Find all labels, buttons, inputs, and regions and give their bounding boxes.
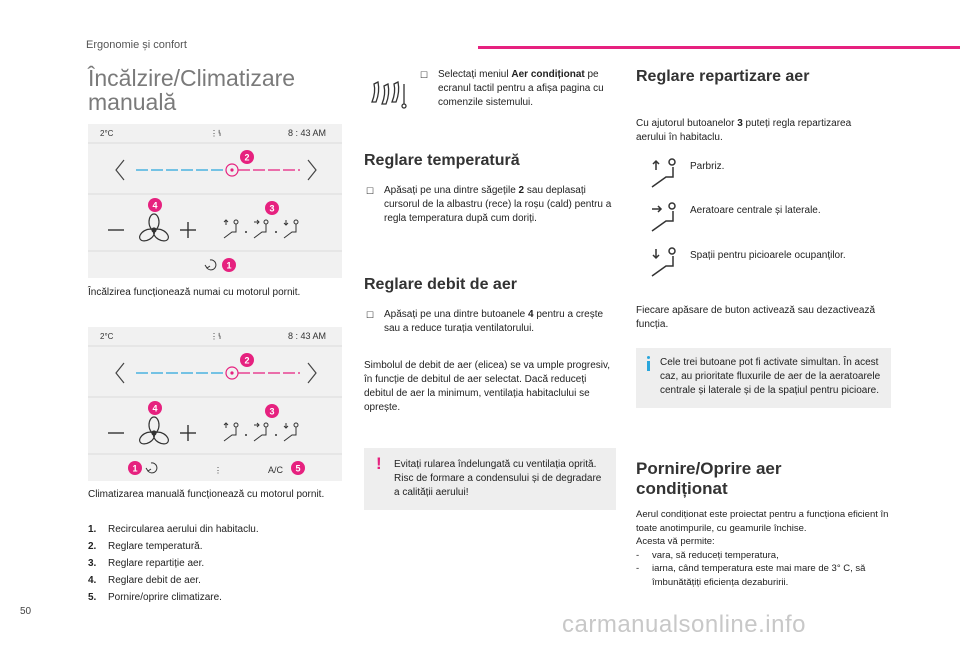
badge-5 xyxy=(291,461,305,475)
ac-caption: Climatizarea manuală funcționează cu motorul pornit. xyxy=(88,489,325,500)
distribution-press-text: Fiecare apăsare de buton activează sau dezactivează funcția. xyxy=(636,305,876,330)
warning-box xyxy=(364,448,616,510)
central-vents-icon xyxy=(648,201,680,235)
badge-4 xyxy=(148,198,162,212)
svg-text:2: 2 xyxy=(244,152,250,163)
clock: 8 : 43 AM xyxy=(288,128,327,138)
ac-description xyxy=(636,508,892,589)
distribution-section-title: Reglare repartizare aer xyxy=(636,68,810,85)
footwell-icon xyxy=(648,246,680,280)
bottom-dots-icon: ⋮ xyxy=(214,466,222,475)
windscreen-icon xyxy=(648,157,680,191)
badge-1 xyxy=(128,461,142,475)
ac-list-intro: Acesta vă permite: xyxy=(636,536,715,547)
page-number: 50 xyxy=(20,606,32,617)
header-accent-bar xyxy=(478,46,960,49)
legend-item: 1. Recircularea aerului din habitaclu. xyxy=(88,524,259,535)
fan-icon xyxy=(138,214,171,243)
legend-item: 4. Reglare debit de aer. xyxy=(88,575,201,586)
page-title-line1: Încălzire/Climatizare xyxy=(88,65,296,91)
warning-icon: ! xyxy=(376,454,382,473)
heating-screen-illustration xyxy=(88,124,342,278)
watermark: carmanualsonline.info xyxy=(562,611,806,638)
info-text: Cele trei butoane pot fi activate simultan. În acest caz, au prioritate fluxurile de aer de la aeratoarele centrale și laterale și de la spațiul pentru picioare. xyxy=(660,357,881,396)
ac-button: A/C xyxy=(268,465,284,475)
heating-screen-svg xyxy=(88,124,342,278)
badge-3 xyxy=(265,404,279,418)
legend-item: 5. Pornire/oprire climatizare. xyxy=(88,592,222,603)
warning-text: Evitați rularea îndelungată cu ventilația oprită. Risc de formare a condensului și de degradare a calității aerului! xyxy=(394,459,602,498)
chapter-header: Ergonomie și confort xyxy=(86,39,187,51)
distribution-intro: Cu ajutorul butoanelor 3 puteți regla repartizarea aerului în habitaclu. xyxy=(636,118,852,143)
badge-2 xyxy=(240,150,254,164)
page-title-line2: manuală xyxy=(88,89,177,115)
status-dots-icon: ⋮ xyxy=(210,332,218,341)
svg-text:3: 3 xyxy=(269,406,275,417)
legend-item: 2. Reglare temperatură. xyxy=(88,541,203,552)
temperature-instruction: ☐ Apăsați pe una dintre săgețile 2 sau deplasați cursorul de la albastru (rece) la roșu (cald) pentru a regla temperatura după cum doriți. xyxy=(366,185,612,224)
fan-icon xyxy=(138,417,171,446)
central-vents-distribution-icon xyxy=(254,220,268,238)
temp-left-arrow-icon xyxy=(116,363,124,383)
svg-text:5: 5 xyxy=(295,463,301,474)
clock: 8 : 43 AM xyxy=(288,331,327,341)
seat-icon: ꝇ xyxy=(218,332,222,341)
badge-3 xyxy=(265,201,279,215)
menu-instruction: ☐ Selectați meniul Aer condiționat pe ecranul tactil pentru a afișa pagina cu comenzile sistemului. xyxy=(420,69,604,108)
temperature-section-title: Reglare temperatură xyxy=(364,152,520,169)
svg-text:4: 4 xyxy=(152,403,158,414)
badge-4 xyxy=(148,401,162,415)
fan-plus-icon xyxy=(180,222,196,238)
recirculation-icon xyxy=(205,260,216,270)
svg-text:4: 4 xyxy=(152,200,158,211)
footwell-distribution-icon xyxy=(284,423,298,441)
status-dots-icon: ⋮ xyxy=(210,129,218,138)
ac-section-title: Pornire/Oprire aer condiționat xyxy=(636,459,782,498)
airflow-instruction: ☐ Apăsați pe una dintre butoanele 4 pentru a crește sau a reduce turația ventilatorului. xyxy=(366,309,604,334)
badge-2 xyxy=(240,353,254,367)
ac-list-item: - iarna, când temperatura este mai mare de 3° C, să îmbunătățiți eficiența dezaburirii. xyxy=(636,563,866,588)
info-box xyxy=(636,348,891,408)
svg-text:1: 1 xyxy=(226,260,232,271)
temp-right-arrow-icon xyxy=(308,160,316,180)
svg-text:2: 2 xyxy=(244,355,250,366)
ac-list-item: - vara, să reduceți temperatura, xyxy=(636,549,779,561)
svg-text:3: 3 xyxy=(269,203,275,214)
ac-text: Aerul condiționat este proiectat pentru a funcționa eficient în toate anotimpurile, cu geamurile închise. xyxy=(636,509,889,534)
legend-list xyxy=(88,521,342,606)
heating-caption: Încălzirea funcționează numai cu motorul pornit. xyxy=(88,287,301,298)
seat-icon: ꝇ xyxy=(218,129,222,138)
info-icon xyxy=(646,356,651,371)
airflow-description: Simbolul de debit de aer (elicea) se va umple progresiv, în funcție de debitul de aer selectat. Dacă reduceți debitul de aer la minimum, ventilația habitaclului se oprește. xyxy=(364,360,611,413)
footwell-distribution-icon xyxy=(284,220,298,238)
page-title xyxy=(88,66,342,114)
windscreen-distribution-icon xyxy=(224,423,238,441)
outside-temperature: 2°C xyxy=(100,332,114,341)
badge-1 xyxy=(222,258,236,272)
column-left xyxy=(88,66,342,114)
central-vents-distribution-icon xyxy=(254,423,268,441)
temp-left-arrow-icon xyxy=(116,160,124,180)
temp-right-arrow-icon xyxy=(308,363,316,383)
airflow-section-title: Reglare debit de aer xyxy=(364,276,517,293)
ac-screen-svg xyxy=(88,327,342,481)
legend-item: 3. Reglare repartiție aer. xyxy=(88,558,205,569)
windscreen-distribution-icon xyxy=(224,220,238,238)
outside-temperature: 2°C xyxy=(100,129,114,138)
ac-screen-illustration xyxy=(88,327,342,481)
fan-plus-icon xyxy=(180,425,196,441)
svg-text:1: 1 xyxy=(132,463,138,474)
climate-menu-icon xyxy=(368,78,408,112)
recirculation-icon xyxy=(146,463,157,473)
